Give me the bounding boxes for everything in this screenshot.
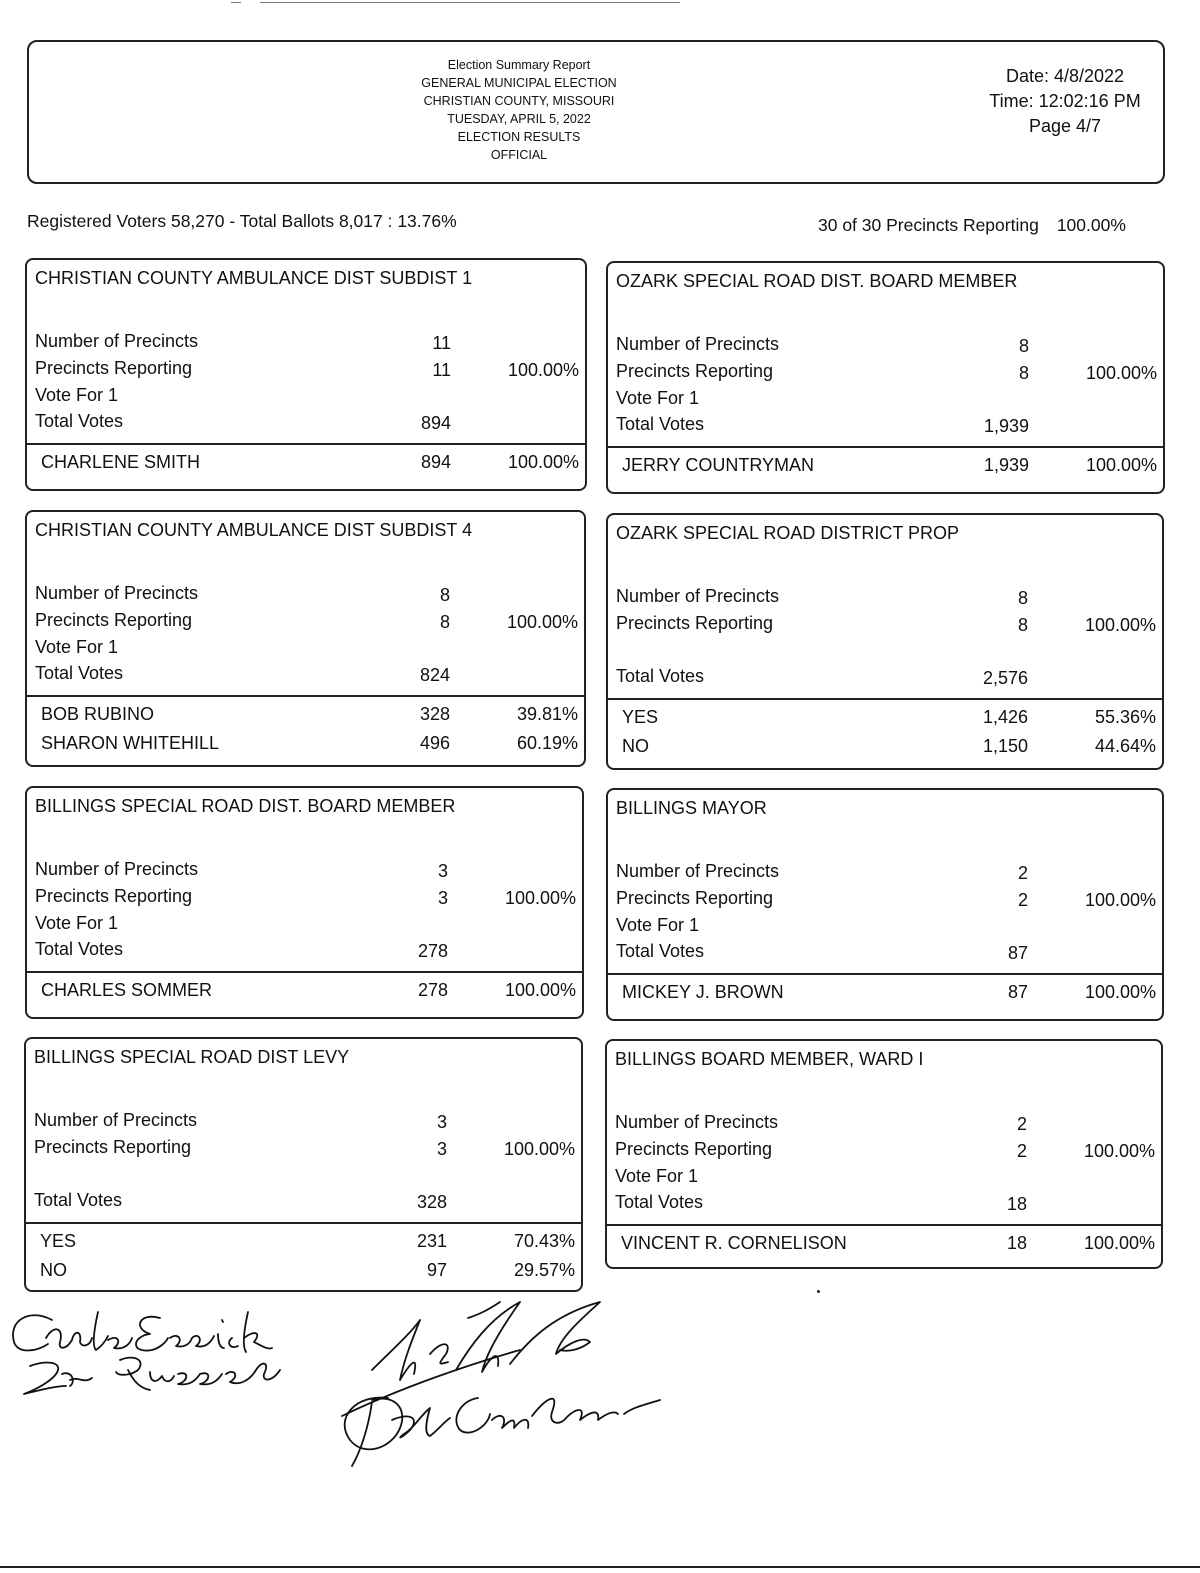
number-of-precincts-row-value: 8	[439, 585, 450, 605]
candidate-name: BOB RUBINO	[41, 704, 155, 724]
candidate-votes: 1,150	[982, 736, 1028, 756]
total-votes-row-label: Total Votes	[35, 411, 124, 431]
number-of-precincts-row	[616, 861, 1162, 885]
race-box	[24, 1037, 583, 1292]
precincts-reporting-row-pct: 100.00%	[1084, 890, 1156, 910]
race-title: CHRISTIAN COUNTY AMBULANCE DIST SUBDIST 4	[35, 520, 473, 540]
race-title: CHRISTIAN COUNTY AMBULANCE DIST SUBDIST 1	[35, 268, 473, 288]
number-of-precincts-row-label: Number of Precincts	[616, 586, 780, 606]
total-votes-row-label: Total Votes	[35, 939, 124, 959]
precincts-reporting-row	[616, 888, 1162, 912]
candidate-votes: 894	[420, 452, 451, 472]
precincts-reporting-row-pct: 100.00%	[1085, 363, 1157, 383]
report-date: Date: 4/8/2022	[1005, 66, 1125, 86]
precincts-reporting-row-value: 8	[1018, 363, 1029, 383]
precincts-reporting-row-pct: 100.00%	[1083, 1141, 1155, 1161]
turnout-summary: Registered Voters 58,270 - Total Ballots 8,017 : 13.76%	[27, 211, 457, 231]
precincts-reporting-row-value: 8	[439, 612, 450, 632]
precincts-reporting-row-pct: 100.00%	[507, 360, 579, 380]
number-of-precincts-row	[616, 586, 1162, 610]
candidate-row	[41, 704, 584, 728]
candidate-name: SHARON WHITEHILL	[41, 733, 220, 753]
precincts-reporting-row	[34, 1137, 581, 1161]
total-votes-row	[35, 939, 582, 963]
number-of-precincts-row-label: Number of Precincts	[615, 1112, 779, 1132]
number-of-precincts-row-value: 3	[437, 861, 448, 881]
candidate-votes: 496	[419, 733, 450, 753]
vote-for-row-label: Vote For 1	[616, 388, 700, 408]
precincts-reporting-row	[615, 1139, 1161, 1163]
results-divider	[607, 1224, 1161, 1226]
candidate-name: YES	[622, 707, 659, 727]
candidate-pct: 60.19%	[516, 733, 578, 753]
precincts-reporting-row-value: 2	[1016, 1141, 1027, 1161]
candidate-name: YES	[40, 1231, 77, 1251]
total-votes-row-value: 328	[416, 1192, 447, 1212]
vote-for-row-label: Vote For 1	[616, 915, 700, 935]
candidate-row	[40, 1260, 581, 1284]
total-votes-row	[616, 414, 1163, 438]
total-votes-row-value: 824	[419, 665, 450, 685]
number-of-precincts-row-value: 3	[436, 1112, 447, 1132]
precincts-reporting-row-value: 2	[1017, 890, 1028, 910]
race-title: OZARK SPECIAL ROAD DIST. BOARD MEMBER	[616, 271, 1018, 291]
candidate-votes: 97	[426, 1260, 447, 1280]
report-title: Election Summary Report	[447, 58, 591, 72]
report-time: Time: 12:02:16 PM	[989, 91, 1141, 111]
candidate-votes: 1,426	[982, 707, 1028, 727]
candidate-name: CHARLENE SMITH	[41, 452, 201, 472]
number-of-precincts-row-label: Number of Precincts	[35, 331, 199, 351]
precincts-reporting-row	[35, 610, 584, 634]
candidate-name: CHARLES SOMMER	[41, 980, 213, 1000]
candidate-row	[622, 982, 1162, 1006]
candidate-name: NO	[40, 1260, 67, 1280]
candidate-votes: 278	[417, 980, 448, 1000]
number-of-precincts-row-label: Number of Precincts	[616, 334, 780, 354]
precincts-reporting-row	[35, 358, 585, 382]
candidate-votes: 18	[1006, 1233, 1027, 1253]
number-of-precincts-row-label: Number of Precincts	[35, 859, 199, 879]
election-date: TUESDAY, APRIL 5, 2022	[447, 112, 591, 126]
race-box	[606, 788, 1164, 1021]
vote-for-row-label: Vote For 1	[35, 385, 119, 405]
results-divider	[27, 971, 582, 973]
total-votes-row-label: Total Votes	[615, 1192, 704, 1212]
total-votes-row-value: 894	[420, 413, 451, 433]
candidate-pct: 100.00%	[1085, 455, 1157, 475]
vote-for-row	[35, 637, 584, 661]
candidate-votes: 328	[419, 704, 450, 724]
number-of-precincts-row-value: 11	[432, 333, 451, 353]
precincts-reporting-row	[35, 886, 582, 910]
number-of-precincts-row-label: Number of Precincts	[34, 1110, 198, 1130]
precincts-reporting-row-value: 3	[437, 888, 448, 908]
candidate-pct: 55.36%	[1094, 707, 1156, 727]
candidate-row	[622, 736, 1162, 760]
page-bottom-rule	[0, 1566, 1200, 1568]
total-votes-row	[35, 663, 584, 687]
candidate-name: NO	[622, 736, 649, 756]
total-votes-row	[34, 1190, 581, 1214]
results-divider	[608, 973, 1162, 975]
race-title: BILLINGS SPECIAL ROAD DIST. BOARD MEMBER	[35, 796, 456, 816]
candidate-pct: 100.00%	[504, 980, 576, 1000]
precincts-reporting-row-label: Precincts Reporting	[35, 610, 193, 630]
report-meta	[975, 64, 1155, 139]
scan-mark	[231, 2, 241, 3]
candidate-row	[622, 455, 1163, 479]
vote-for-row-label: Vote For 1	[35, 637, 119, 657]
vote-for-row-label: Vote For 1	[615, 1166, 699, 1186]
results-divider	[608, 446, 1163, 448]
total-votes-row	[616, 666, 1162, 690]
precincts-reporting-row-value: 11	[432, 360, 451, 380]
results-divider	[27, 443, 585, 445]
race-title: BILLINGS SPECIAL ROAD DIST LEVY	[34, 1047, 350, 1067]
total-votes-row-label: Total Votes	[34, 1190, 123, 1210]
precincts-reporting-row-label: Precincts Reporting	[35, 358, 193, 378]
precincts-reporting-row-label: Precincts Reporting	[615, 1139, 773, 1159]
candidate-row	[621, 1233, 1161, 1257]
total-votes-row-value: 2,576	[982, 668, 1028, 688]
report-title-block	[369, 56, 669, 164]
precincts-reporting-row-pct: 100.00%	[503, 1139, 575, 1159]
precincts-reporting-pct: 100.00%	[1056, 215, 1126, 235]
candidate-pct: 100.00%	[507, 452, 579, 472]
candidate-pct: 29.57%	[513, 1260, 575, 1280]
candidate-name: JERRY COUNTRYMAN	[622, 455, 815, 475]
jurisdiction: CHRISTIAN COUNTY, MISSOURI	[423, 94, 615, 108]
number-of-precincts-row	[615, 1112, 1161, 1136]
precincts-reporting-row-pct: 100.00%	[506, 612, 578, 632]
election-name: GENERAL MUNICIPAL ELECTION	[421, 76, 617, 90]
candidate-pct: 39.81%	[516, 704, 578, 724]
stray-mark	[817, 1290, 820, 1293]
report-type: ELECTION RESULTS	[457, 130, 581, 144]
vote-for-row	[35, 913, 582, 937]
candidate-row	[41, 980, 582, 1004]
candidate-row	[622, 707, 1162, 731]
candidate-pct: 100.00%	[1083, 1233, 1155, 1253]
total-votes-row-label: Total Votes	[35, 663, 124, 683]
results-divider	[27, 695, 584, 697]
candidate-pct: 44.64%	[1094, 736, 1156, 756]
vote-for-row	[615, 1166, 1161, 1190]
page-number: Page 4/7	[1028, 116, 1102, 136]
report-status: OFFICIAL	[490, 148, 548, 162]
candidate-pct: 100.00%	[1084, 982, 1156, 1002]
precincts-reporting-row-label: Precincts Reporting	[616, 613, 774, 633]
race-box	[25, 510, 586, 767]
race-box	[25, 258, 587, 491]
precincts-reporting-row-value: 8	[1017, 615, 1028, 635]
precincts-reporting-row	[616, 361, 1163, 385]
race-box	[606, 513, 1164, 770]
vote-for-row-label: Vote For 1	[35, 913, 119, 933]
candidate-votes: 1,939	[983, 455, 1029, 475]
total-votes-row-label: Total Votes	[616, 666, 705, 686]
total-votes-row	[616, 941, 1162, 965]
precincts-reporting-row	[616, 613, 1162, 637]
number-of-precincts-row-value: 2	[1016, 1114, 1027, 1134]
total-votes-row-value: 1,939	[983, 416, 1029, 436]
report-header	[27, 40, 1165, 184]
total-votes-row-label: Total Votes	[616, 414, 705, 434]
scan-line	[260, 2, 680, 3]
race-title: BILLINGS MAYOR	[616, 798, 767, 818]
precincts-reporting-row-label: Precincts Reporting	[616, 361, 774, 381]
number-of-precincts-row-label: Number of Precincts	[35, 583, 199, 603]
precincts-reporting-row-label: Precincts Reporting	[616, 888, 774, 908]
number-of-precincts-row	[34, 1110, 581, 1134]
signatures	[0, 1290, 700, 1480]
candidate-row	[41, 733, 584, 757]
precincts-summary	[818, 215, 1126, 236]
number-of-precincts-row	[616, 334, 1163, 358]
total-votes-row-value: 18	[1006, 1194, 1027, 1214]
results-divider	[608, 698, 1162, 700]
vote-for-row	[616, 388, 1163, 412]
number-of-precincts-row	[35, 331, 585, 355]
total-votes-row	[615, 1192, 1161, 1216]
candidate-row	[40, 1231, 581, 1255]
precincts-reporting-row-pct: 100.00%	[504, 888, 576, 908]
candidate-name: VINCENT R. CORNELISON	[621, 1233, 847, 1253]
candidate-name: MICKEY J. BROWN	[622, 982, 784, 1002]
race-title: BILLINGS BOARD MEMBER, WARD I	[615, 1049, 924, 1069]
race-title: OZARK SPECIAL ROAD DISTRICT PROP	[616, 523, 960, 543]
precincts-reporting-row-label: Precincts Reporting	[35, 886, 193, 906]
candidate-pct: 70.43%	[513, 1231, 575, 1251]
number-of-precincts-row-value: 2	[1017, 863, 1028, 883]
vote-for-row	[616, 915, 1162, 939]
race-box	[25, 786, 584, 1019]
total-votes-row-label: Total Votes	[616, 941, 705, 961]
results-divider	[26, 1222, 581, 1224]
total-votes-row-value: 278	[417, 941, 448, 961]
vote-for-row	[35, 385, 585, 409]
total-votes-row	[35, 411, 585, 435]
race-box	[606, 261, 1165, 494]
number-of-precincts-row-label: Number of Precincts	[616, 861, 780, 881]
precincts-reporting-text: 30 of 30 Precincts Reporting	[818, 215, 1039, 235]
number-of-precincts-row-value: 8	[1017, 588, 1028, 608]
number-of-precincts-row	[35, 583, 584, 607]
race-box	[605, 1039, 1163, 1269]
total-votes-row-value: 87	[1007, 943, 1028, 963]
number-of-precincts-row-value: 8	[1018, 336, 1029, 356]
precincts-reporting-row-pct: 100.00%	[1084, 615, 1156, 635]
precincts-reporting-row-value: 3	[436, 1139, 447, 1159]
number-of-precincts-row	[35, 859, 582, 883]
candidate-row	[41, 452, 585, 476]
candidate-votes: 87	[1007, 982, 1028, 1002]
precincts-reporting-row-label: Precincts Reporting	[34, 1137, 192, 1157]
candidate-votes: 231	[416, 1231, 447, 1251]
